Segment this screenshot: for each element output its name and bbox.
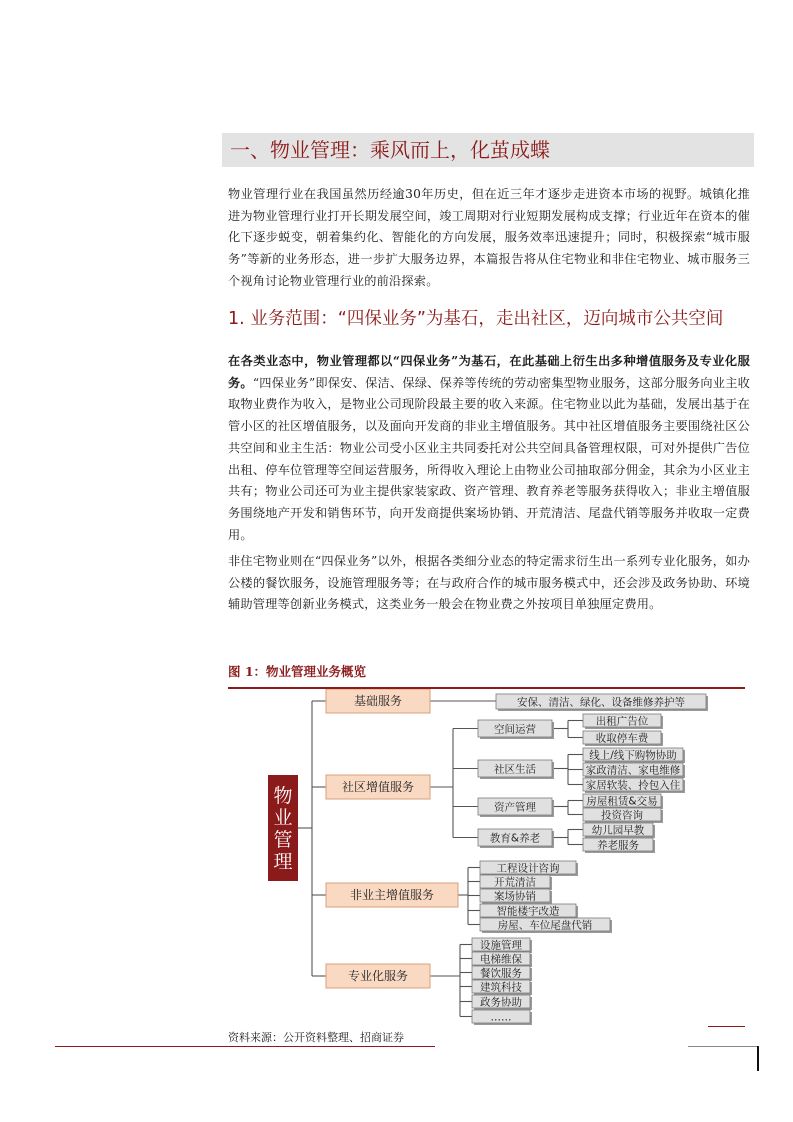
source-note: 资料来源：公开资料整理、招商证券	[228, 1031, 404, 1044]
business-overview-diagram	[228, 689, 745, 1027]
box-label: 投资咨询	[601, 809, 643, 822]
professional-leaf	[472, 952, 532, 967]
box-label: 空间运营	[494, 723, 536, 736]
community-leaf	[583, 838, 655, 853]
box-label: 线上/线下购物协助	[589, 749, 677, 762]
community-sub-node	[478, 798, 554, 817]
paragraph-bold-lead: 在各类业态中，物业管理都以“四保业务”为基石，在此基础上衍生出多种增值服务及专业化服务。	[228, 354, 750, 390]
box-label: 非业主增值服务	[349, 888, 435, 902]
non-owner-leaf	[480, 875, 552, 890]
professional-leaf	[472, 995, 532, 1010]
footer-rule-right	[688, 1046, 758, 1047]
box-label: 社区生活	[494, 763, 536, 776]
box-label: 养老服务	[597, 839, 639, 852]
box-label: 政务协助	[480, 996, 522, 1009]
non-owner-leaf	[480, 889, 552, 904]
footer-rule	[55, 1046, 435, 1047]
figure-caption: 图 1：物业管理业务概览	[228, 664, 367, 679]
root-char: 业	[273, 807, 293, 829]
box-label: 房屋、车位尾盘代销	[497, 919, 593, 932]
box-label: 房屋租赁&交易	[586, 795, 658, 808]
community-leaf	[583, 731, 663, 746]
community-sub-node	[478, 829, 554, 848]
basic-service-detail	[496, 694, 708, 711]
box-label: 专业化服务	[347, 969, 409, 983]
box-label: 幼儿园早教	[591, 824, 645, 837]
level1-node	[326, 964, 430, 988]
root-char: 管	[273, 829, 293, 851]
community-sub-node	[478, 760, 554, 779]
professional-leaf	[472, 938, 532, 953]
box-label: ……	[490, 1011, 512, 1024]
box-label: 教育&养老	[489, 832, 541, 845]
non-owner-leaf	[480, 861, 578, 876]
figure-bottom-rule	[708, 1026, 745, 1027]
community-leaf	[583, 808, 663, 823]
level1-node	[326, 883, 458, 907]
professional-leaf	[472, 1010, 532, 1025]
professional-leaf	[472, 980, 532, 995]
community-leaf	[583, 714, 663, 729]
community-leaf	[583, 778, 685, 793]
intro-paragraph: 物业管理行业在我国虽然历经逾30年历史，但在近三年才逐步走进资本市场的视野。城镇化推进为物业管理行业打开长期发展空间，竣工周期对行业短期发展构成支撑；行业近年在资本的催化下逐步蜕变，朝着集约化、智能化的方向发展，服务效率迅速提升；同时，积极探索“城市服务”等新的业务形态，进一步扩大服务边界，本篇报告将从住宅物业和非住宅物业、城市服务三个视角讨论物业管理行业的前沿探索。	[228, 187, 750, 288]
community-sub-node	[478, 720, 554, 739]
box-label: 收取停车费	[595, 732, 649, 745]
non-owner-leaf	[480, 918, 612, 933]
paragraph-body: “四保业务”即保安、保洁、保绿、保养等传统的劳动密集型物业服务，这部分服务向业主收取物业费作为收入，是物业公司现阶段最主要的收入来源。住宅物业以此为基础，发展出基于在管小区的社区增值服务，以及面向开发商的非业主增值服务。其中社区增值服务主要围绕社区公共空间和业主生活：物业公司受小区业主共同委托对公共空间具备管理权限，可对外提供广告位出租、停车位管理等空间运营服务，所得收入理论上由物业公司抽取部分佣金，其余为小区业主共有；物业公司还可为业主提供家装家政、资产管理、教育养老等服务获得收入；非业主增值服务围绕地产开发和销售环节，向开发商提供案场协销、开荒清洁、尾盘代销等服务并收取一定费用。	[228, 375, 750, 542]
box-label: 出租广告位	[595, 715, 649, 728]
box-label: 开荒清洁	[494, 876, 536, 889]
box-label: 案场协销	[494, 890, 536, 903]
paragraph-business-scope	[228, 351, 750, 546]
root-node	[268, 775, 298, 881]
community-leaf	[583, 794, 663, 809]
box-label: 设施管理	[480, 939, 522, 952]
box-label: 工程设计咨询	[496, 862, 560, 875]
sub-heading: 1. 业务范围：“四保业务”为基石，走出社区，迈向城市公共空间	[228, 309, 724, 329]
level1-node	[326, 689, 430, 713]
box-label: 家居软装、拎包入住	[585, 779, 681, 792]
professional-leaf	[472, 966, 532, 981]
section-heading: 一、物业管理：乘风而上，化茧成蝶	[230, 138, 550, 162]
box-label: 社区增值服务	[341, 780, 415, 794]
level1-node	[326, 775, 430, 799]
community-leaf	[583, 823, 655, 838]
box-label: 家政清洁、家电维修	[585, 764, 681, 777]
box-label: 智能楼宇改造	[496, 905, 560, 918]
footer-page-mark	[757, 1046, 759, 1071]
paragraph-non-residential: 非住宅物业则在“四保业务”以外，根据各类细分业态的特定需求衍生出一系列专业化服务，如办公楼的餐饮服务，设施管理服务等；在与政府合作的城市服务模式中，还会涉及政务协助、环境辅助管理等创新业务模式，这类业务一般会在物业费之外按项目单独厘定费用。	[228, 554, 750, 612]
box-label: 安保、清洁、绿化、设备维修养护等	[517, 696, 685, 709]
box-label: 建筑科技	[480, 981, 522, 994]
box-label: 餐饮服务	[480, 967, 522, 980]
non-owner-leaf	[480, 904, 578, 919]
box-label: 资产管理	[494, 801, 536, 814]
box-label: 电梯维保	[480, 953, 522, 966]
root-char: 物	[273, 785, 293, 807]
community-leaf	[583, 748, 685, 763]
box-label: 基础服务	[353, 694, 403, 708]
root-char: 理	[273, 851, 293, 873]
community-leaf	[583, 763, 685, 778]
